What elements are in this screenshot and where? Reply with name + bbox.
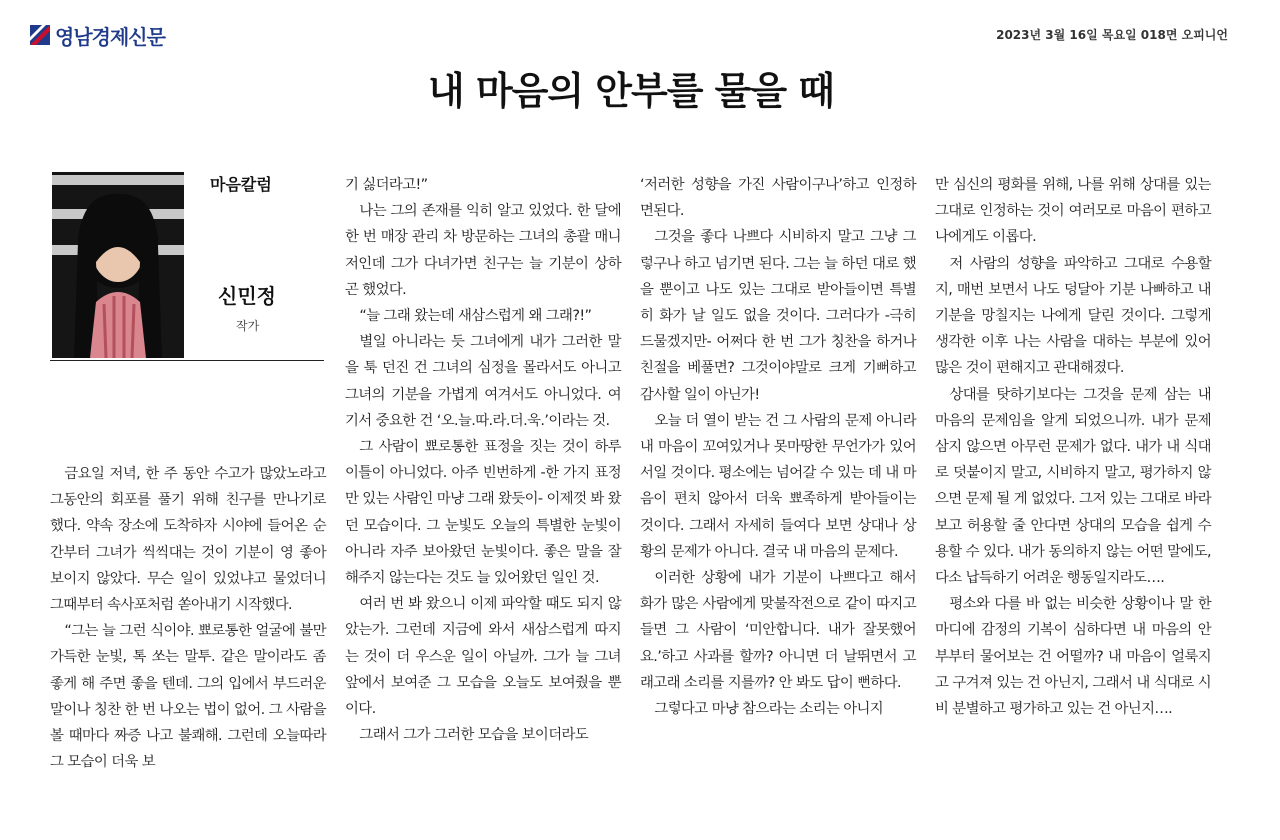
paragraph: 그렇다고 마냥 참으라는 소리는 아니지 [654, 701, 884, 718]
article-headline: 내 마음의 안부를 물을 때 [428, 69, 834, 113]
paragraph: 이러한 상황에 내가 기분이 나쁘다고 해서 화가 많은 사람에게 맞불작전으로 같이 따지고 들면 그 사람이 ‘미안합니다. 내가 잘못했어요.’하고 사과를 할까? 아니면 더 날뛰면서 고래고래 소리를 지를까? 안 봐도 답이 뻔하다. [640, 570, 916, 691]
paragraph: 나는 그의 존재를 익히 알고 있었다. 한 달에 한 번 매장 관리 차 방문하는 그녀의 총괄 매니저인데 그가 다녀가면 친구는 늘 기분이 상하곤 했었다. [345, 203, 621, 298]
paragraph: 그것을 좋다 나쁘다 시비하지 말고 그냥 그렇구나 하고 넘기면 된다. 그는 늘 하던 대로 했을 뿐이고 나도 있는 그대로 받아들이면 특별히 화가 날 일도 없을 것이다. 그러다가 -극히 드물겠지만- 어쩌다 한 번 그가 칭찬을 하거나 친절을 베풀면? 그것이야말로 크게 기뻐하고 감사할 일이 아닌가! [640, 229, 916, 403]
paragraph: 상대를 탓하기보다는 그것을 문제 삼는 내 마음의 문제임을 알게 되었으니까. 내가 문제 삼지 않으면 아무런 문제가 없다. 내가 내 식대로 덧붙이지 말고, 시비하지 말고, 평가하지 않으면 문제 될 게 없었다. 그저 있는 그대로 바라보고 허용할 줄 안다면 상대의 모습을 쉽게 수용할 수 있다. 내가 동의하지 않는 어떤 말에도, 다소 납득하기 어려운 행동일지라도…. [935, 386, 1211, 587]
paragraph: 여러 번 봐 왔으니 이제 파악할 때도 되지 않았는가. 그런데 지금에 와서 새삼스럽게 따지는 것이 더 우스운 일이 아닐까. 그가 늘 그녀 앞에서 보여준 그 모습을 오늘도 보여줬을 뿐이다. [345, 596, 621, 718]
paragraph: 저 사람의 성향을 파악하고 그대로 수용할지, 매번 보면서 나도 덩달아 기분 나빠하고 내 기분을 망칠지는 나에게 달린 것이다. 그렇게 생각한 이후 나는 사람을 대하는 부분에 있어 많은 것이 편해지고 관대해졌다. [935, 255, 1211, 377]
paragraph: “그는 늘 그런 식이야. 뾰로통한 얼굴에 불만 가득한 눈빛, 톡 쏘는 말투. 같은 말이라도 좀 좋게 해 주면 좋을 텐데. 그의 입에서 부드러운 말이나 칭찬 한 번 나오는 법이 없어. 그 사람을 볼 때마다 짜증 나고 불쾌해. 그런데 오늘따라 그 모습이 더욱 보 [50, 623, 326, 771]
paragraph: 기 싫더라고!” [345, 177, 428, 193]
article-column-2 [345, 172, 621, 748]
article-column-3 [640, 172, 916, 722]
author-portrait-icon [52, 172, 184, 358]
paragraph: 오늘 더 열이 받는 건 그 사람의 문제 아니라 내 마음이 꼬여있거나 못마땅한 무언가가 있어서일 것이다. 평소에는 넘어갈 수 있는 데 내 마음이 편치 않아서 더욱 뾰족하게 받아들이는 것이다. 그래서 자세히 들여다 보면 상대나 상황의 문제가 아니다. 결국 내 마음의 문제다. [640, 412, 916, 560]
paragraph: 만 심신의 평화를 위해, 나를 위해 상대를 있는 그대로 인정하는 것이 여러모로 마음이 편하고 나에게도 이롭다. [935, 177, 1211, 246]
paragraph: “늘 그래 왔는데 새삼스럽게 왜 그래?!” [359, 308, 592, 325]
paragraph: ‘저러한 성향을 가진 사람이구나’하고 인정하면된다. [640, 177, 916, 220]
paragraph: 별일 아니라는 듯 그녀에게 내가 그러한 말을 툭 던진 건 그녀의 심정을 몰라서도 아니고 그녀의 기분을 가볍게 여겨서도 아니었다. 여기서 중요한 건 ‘오.늘.따.라.더.욱.’이라는 것. [345, 334, 621, 429]
article-column-4 [935, 172, 1211, 722]
paragraph: 금요일 저녁, 한 주 동안 수고가 많았노라고 그동안의 회포를 풀기 위해 친구를 만나기로 했다. 약속 장소에 도착하자 시야에 들어온 순간부터 그녀가 씩씩대는 것이 기분이 영 좋아 보이지 않았다. 무슨 일이 있었냐고 물었더니 그때부터 속사포처럼 쏟아내기 시작했다. [50, 466, 326, 614]
author-role: 작가 [236, 319, 260, 333]
paragraph: 그래서 그가 그러한 모습을 보이더라도 [359, 727, 589, 744]
author-name: 신민정 [218, 284, 276, 308]
paragraph: 평소와 다를 바 없는 비슷한 상황이나 말 한마디에 감정의 기복이 심하다면 내 마음의 안부부터 물어보는 건 어떨까? 내 마음이 얼룩지고 구겨져 있는 건 아닌지, 그래서 내 식대로 시비 분별하고 평가하고 있는 건 아닌지…. [935, 596, 1211, 718]
paragraph: 그 사람이 뾰로통한 표정을 짓는 것이 하루이틀이 아니었다. 아주 빈번하게 -한 가지 표정만 있는 사람인 마냥 그래 왔듯이- 이제껏 봐 왔던 모습이다. 그 눈빛도 오늘의 특별한 눈빛이 아니라 자주 보아왔던 눈빛이다. 좋은 말을 잘 해주지 않는다는 것도 늘 있어왔던 일인 것. [345, 439, 621, 587]
newspaper-logo-icon [30, 25, 50, 45]
author-photo [52, 172, 184, 358]
newspaper-name: 영남경제신문 [55, 24, 165, 49]
article-column-1 [50, 461, 326, 775]
publication-date-line: 2023년 3월 16일 목요일 018면 오피니언 [996, 28, 1228, 42]
byline [50, 172, 324, 361]
column-label: 마음칼럼 [210, 175, 272, 194]
masthead [30, 22, 165, 48]
